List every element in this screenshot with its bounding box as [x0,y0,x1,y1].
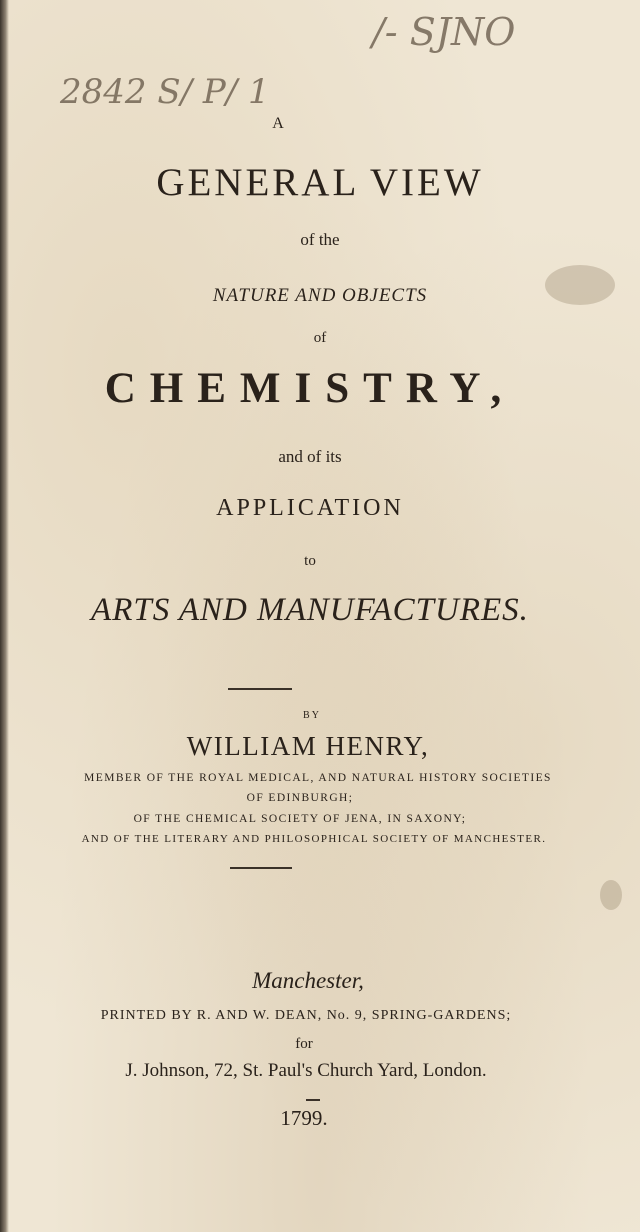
title-chemistry: CHEMISTRY, [104,365,516,412]
imprint-place: Manchester, [252,968,364,993]
title-nature-objects: NATURE AND OBJECTS [212,285,428,306]
imprint-year: 1799. [280,1106,328,1130]
imprint-for: for [295,1036,313,1052]
title-of-the: of the [300,230,340,249]
title-to: to [304,553,316,569]
author-name: WILLIAM HENRY, [186,731,430,761]
divider-rule [230,867,292,869]
handwritten-shelfmark: 2842 S/ P/ 1 [60,72,270,112]
author-affiliation: OF EDINBURGH; [246,792,354,804]
imprint-printer: PRINTED BY R. AND W. DEAN, No. 9, SPRING-GARDENS; [100,1008,512,1023]
title-application: APPLICATION [216,495,404,521]
author-affiliation: OF THE CHEMICAL SOCIETY OF JENA, IN SAXONY; [133,813,467,825]
title-article: A [272,115,284,132]
author-by: BY [303,710,321,721]
title-general-view: GENERAL VIEW [156,161,484,204]
imprint-publisher: J. Johnson, 72, St. Paul's Church Yard, London. [125,1060,487,1081]
author-affiliation: AND OF THE LITERARY AND PHILOSOPHICAL SOCIETY OF MANCHESTER. [81,833,547,845]
divider-rule [228,688,292,690]
title-of: of [313,330,327,346]
handwritten-note: /- SJNO [372,10,516,54]
title-arts-manufactures: ARTS AND MANUFACTURES. [91,592,529,628]
dash-rule [306,1099,320,1101]
author-affiliation: MEMBER OF THE ROYAL MEDICAL, AND NATURAL HISTORY SOCIETIES [84,772,552,784]
foxing-spot [600,880,622,910]
title-and-its: and of its [278,447,342,466]
